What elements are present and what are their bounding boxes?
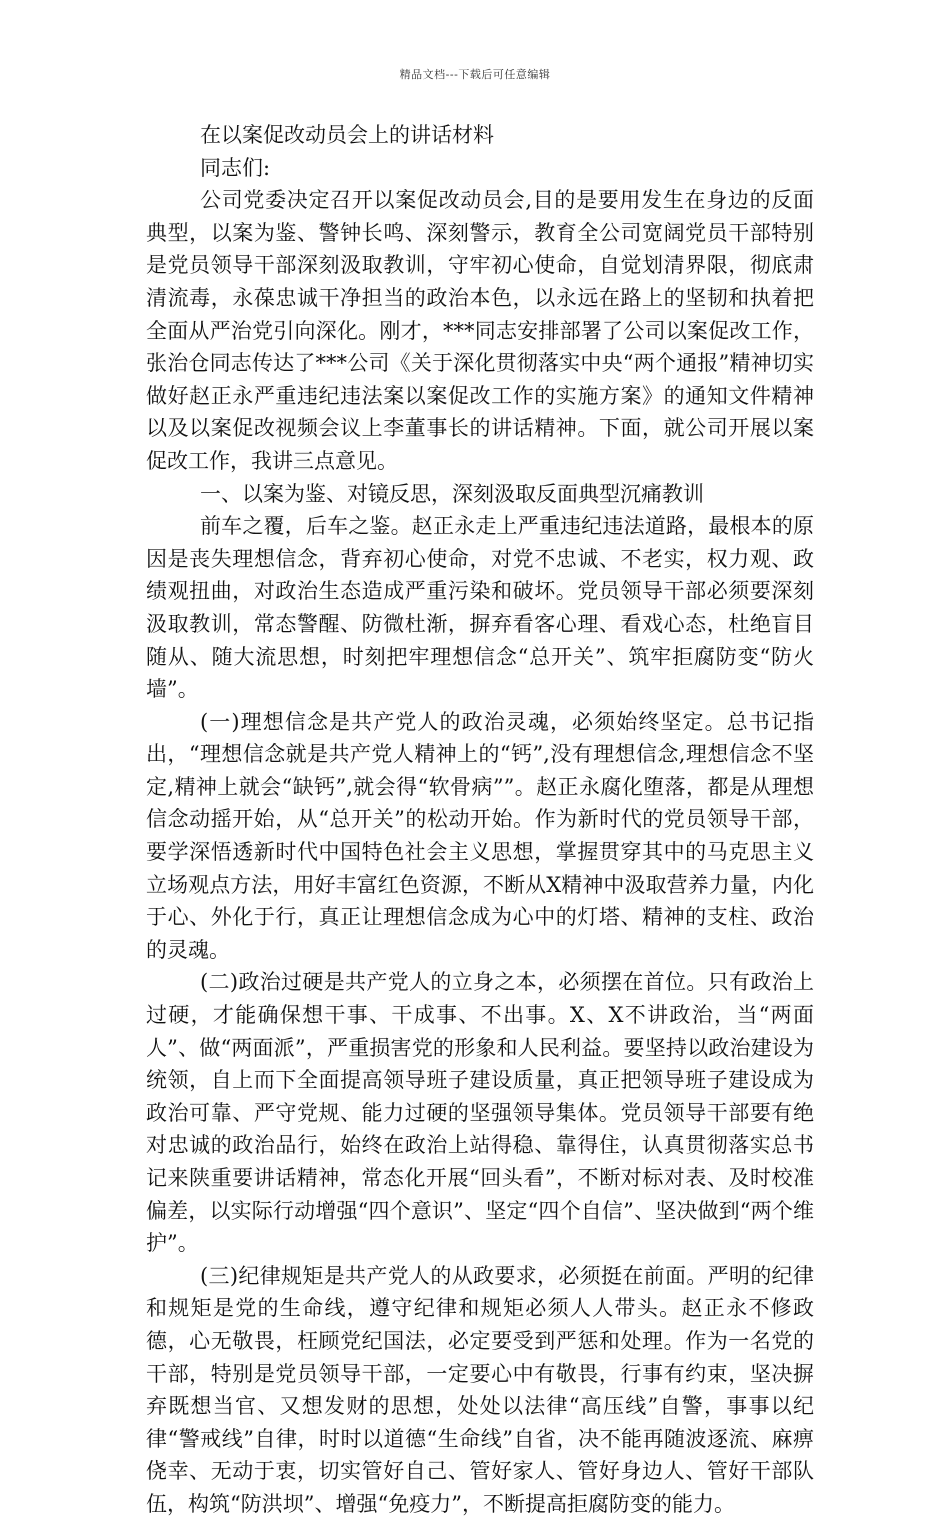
document-title: 在以案促改动员会上的讲话材料	[200, 123, 494, 147]
document-body	[146, 119, 814, 1521]
page-header-note: 精品文档---下载后可任意编辑	[399, 68, 551, 81]
paragraph-point-1: (一)理想信念是共产党人的政治灵魂，必须始终坚定。总书记指出，“理想信念就是共产党人精神上的“钙”,没有理想信念,理想信念不坚定,精神上就会“缺钙”,就会得“软骨病””。赵正永腐化堕落，都是从理想信念动摇开始，从“总开关”的松动开始。作为新时代的党员领导干部，要学深悟透新时代中国特色社会主义思想，掌握贯穿其中的马克思主义立场观点方法，用好丰富红色资源，不断从X精神中汲取营养力量，内化于心、外化于行，真正让理想信念成为心中的灯塔、精神的支柱、政治的灵魂。	[146, 709, 814, 962]
paragraph-point-3: (三)纪律规矩是共产党人的从政要求，必须挺在前面。严明的纪律和规矩是党的生命线，遵守纪律和规矩必须人人带头。赵正永不修政德，心无敬畏，枉顾党纪国法，必定要受到严惩和处理。作为一名党的干部，特别是党员领导干部，一定要心中有敬畏，行事有约束，坚决摒弃既想当官、又想发财的思想，处处以法律“高压线”自警，事事以纪律“警戒线”自律，时时以道德“生命线”自省，决不能再随波逐流、麻痹侥幸、无动于衷，切实管好自己、管好家人、管好身边人、管好干部队伍，构筑“防洪坝”、增强“免疫力”，不断提高拒腐防变的能力。	[146, 1263, 814, 1516]
salutation: 同志们:	[200, 155, 271, 180]
paragraph-point-2: (二)政治过硬是共产党人的立身之本，必须摆在首位。只有政治上过硬，才能确保想干事、干成事、不出事。X、X不讲政治，当“两面人”、做“两面派”，严重损害党的形象和人民利益。要坚持以政治建设为统领，自上而下全面提高领导班子建设质量，真正把领导班子建设成为政治可靠、严守党规、能力过硬的坚强领导集体。党员领导干部要有绝对忠诚的政治品行，始终在政治上站得稳、靠得住，认真贯彻落实总书记来陕重要讲话精神，常态化开展“回头看”，不断对标对表、及时校准偏差，以实际行动增强“四个意识”、坚定“四个自信”、坚决做到“两个维护”。	[146, 970, 814, 1256]
section-heading-1: 一、以案为鉴、对镜反思，深刻汲取反面典型沉痛教训	[200, 481, 704, 506]
paragraph-intro: 公司党委决定召开以案促改动员会,目的是要用发生在身边的反面典型，以案为鉴、警钟长鸣、深刻警示，教育全公司宽阔党员干部特别是党员领导干部深刻汲取教训，守牢初心使命，自觉划清界限，彻底肃清流毒，永葆忠诚干净担当的政治本色，以永远在路上的坚韧和执着把全面从严治党引向深化。刚才，***同志安排部署了公司以案促改工作，张治仓同志传达了***公司《关于深化贯彻落实中央“两个通报”精神切实做好赵正永严重违纪违法案以案促改工作的实施方案》的通知文件精神以及以案促改视频会议上李董事长的讲话精神。下面，就公司开展以案促改工作，我讲三点意见。	[146, 188, 814, 473]
paragraph-section-1: 前车之覆，后车之鉴。赵正永走上严重违纪违法道路，最根本的原因是丧失理想信念，背弃初心使命，对党不忠诚、不老实，权力观、政绩观扭曲，对政治生态造成严重污染和破坏。党员领导干部必须要深刻汲取教训，常态警醒、防微杜渐，摒弃看客心理、看戏心态，杜绝盲目随从、随大流思想，时刻把牢理想信念“总开关”、筑牢拒腐防变“防火墙”。	[146, 514, 814, 702]
